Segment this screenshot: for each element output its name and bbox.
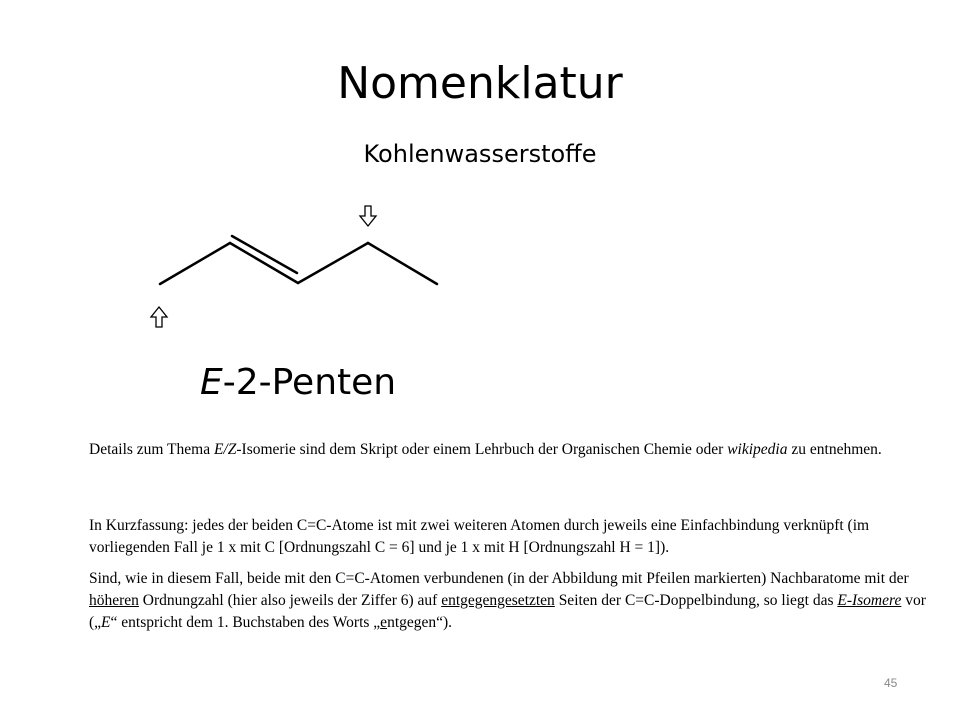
paragraph-summary: In Kurzfassung: jedes der beiden C=C-Atome ist mit zwei weiteren Atomen durch jeweils eine Einfachbindung verknüpft (im vorliegenden Fall je 1 x mit C [Ordnungszahl C = 6] und je 1 x mit H [Ordnungszahl H = 1]). xyxy=(89,517,870,556)
p3-hoeheren: höheren xyxy=(89,592,139,609)
down-arrow-outline-icon xyxy=(360,206,376,226)
p1-text-2: -Isomerie sind dem Skript oder einem Lehrbuch der Organischen Chemie oder xyxy=(236,441,728,458)
compound-name-rest: -2-Penten xyxy=(222,362,397,403)
page-number: 45 xyxy=(884,676,898,690)
p1-text-3: zu entnehmen. xyxy=(787,441,882,458)
bond-c2-c3-double xyxy=(232,236,297,273)
p1-ez: E/Z xyxy=(213,441,237,458)
paragraph-rule xyxy=(89,568,939,634)
p3-entgegengesetzten: entgegengesetzten xyxy=(441,592,555,609)
p3-text-4: vor („ xyxy=(89,592,926,631)
p3-e-isomere: E-Isomere xyxy=(837,592,902,609)
up-arrow-outline-icon xyxy=(151,307,167,327)
p1-text-1: Details zum Thema xyxy=(89,441,214,458)
p1-wikipedia: wikipedia xyxy=(727,441,788,458)
p3-text-1: Sind, wie in diesem Fall, beide mit den C=C-Atomen verbundenen (in der Abbildung mit Pfeilen markierten) Nachbaratome mit der xyxy=(89,570,909,587)
molecule-bonds xyxy=(160,236,437,284)
bond-c1-c2 xyxy=(160,243,230,284)
compound-prefix: E xyxy=(200,362,223,403)
bond-c4-c5 xyxy=(368,243,437,284)
bond-c2-c3 xyxy=(230,243,298,283)
slide-title: Nomenklatur xyxy=(337,58,623,109)
paragraph-details xyxy=(89,439,939,461)
bond-c3-c4 xyxy=(298,243,368,283)
p3-e-letter: E xyxy=(101,614,111,631)
p3-e-underlined: e xyxy=(380,614,388,631)
compound-name xyxy=(200,362,396,403)
p3-text-2: Ordnungzahl (hier also jeweils der Ziffer 6) auf xyxy=(138,592,442,609)
p3-text-5: “ entspricht dem 1. Buchstaben des Worts „ xyxy=(110,614,381,631)
slide-subtitle: Kohlenwasserstoffe xyxy=(363,140,597,168)
p3-text-3: Seiten der C=C-Doppelbindung, so liegt das xyxy=(554,592,838,609)
p3-text-6: ntgegen“). xyxy=(387,614,453,631)
